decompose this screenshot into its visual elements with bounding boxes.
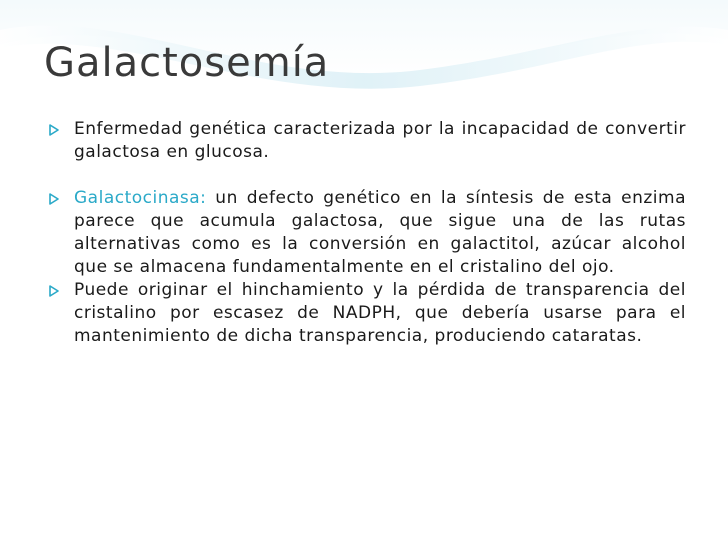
bullet-item — [46, 118, 686, 164]
bullet-text: Puede originar el hinchamiento y la pérdida de transparencia del cristalino por escasez de NADPH, que debería usarse para el mantenimiento de dicha transparencia, produciendo cataratas. — [74, 280, 686, 346]
triangle-right-outline-icon — [48, 124, 60, 136]
triangle-right-outline-icon — [48, 193, 60, 205]
bullet-text: Enfermedad genética caracterizada por la incapacidad de convertir galactosa en glucosa. — [74, 119, 686, 162]
bullet-text: un defecto genético en la síntesis de esta enzima parece que acumula galactosa, que sigue una de las rutas alternativas como es la conversión en galactitol, azúcar alcohol que se almacena fundamentalmente en el cristalino del ojo. — [74, 188, 686, 277]
bullet-list — [46, 118, 686, 348]
bullet-lead: Galactocinasa: — [74, 188, 207, 208]
bullet-item — [46, 279, 686, 348]
slide-title: Galactosemía — [44, 40, 330, 86]
bullet-item — [46, 187, 686, 279]
triangle-right-outline-icon — [48, 285, 60, 297]
